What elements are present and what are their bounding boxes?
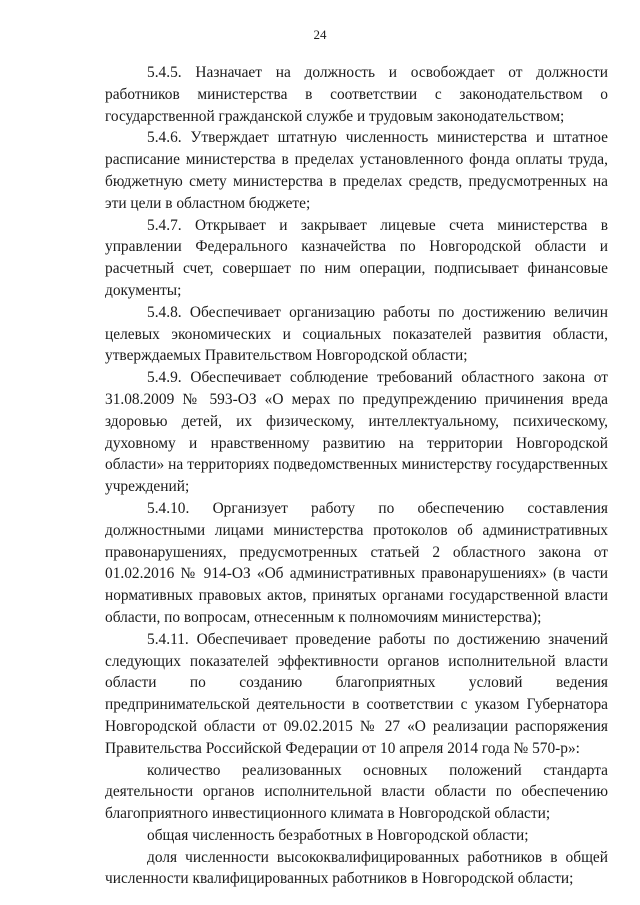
indicator-unemployed-count: общая численность безработных в Новгородской области; [147,826,529,844]
indicator-highly-qualified-share: доля численности высококвалифицированных работников в общей численности квалифицированных работников в Новгородской области; [105,848,608,888]
document-body [105,62,608,890]
paragraph-5-4-9: 5.4.9. Обеспечивает соблюдение требований областного закона от 31.08.2009 № 593-ОЗ «О мерах по предупреждению причинения вреда здоровью детей, их физическому, интеллектуальному, психическому, духовному и нравственному развитию на территории Новгородской области» на территориях подведомственных министерству государственных учреждений; [105,369,608,496]
page-number: 24 [313,27,327,42]
paragraph-5-4-7: 5.4.7. Открывает и закрывает лицевые счета министерства в управлении Федерального казначейства по Новгородской области и расчетный счет, совершает по ним операции, подписывает финансовые документы; [105,216,608,299]
paragraph-5-4-10: 5.4.10. Организует работу по обеспечению составления должностными лицами министерства протоколов об административных правонарушениях, предусмотренных статьей 2 областного закона от 01.02.2016 № 914-ОЗ «Об административных правонарушениях» (в части нормативных правовых актов, принятых органами государственной власти области, по вопросам, отнесенным к полномочиям министерства); [105,499,608,626]
paragraph-5-4-5: 5.4.5. Назначает на должность и освобождает от должности работников министерства в соответствии с законодательством о государственной гражданской службе и трудовым законодательством; [105,64,608,125]
indicator-standard-provisions: количество реализованных основных положений стандарта деятельности органов исполнительной власти области по обеспечению благоприятного инвестиционного климата в Новгородской области; [105,761,608,823]
paragraph-5-4-11: 5.4.11. Обеспечивает проведение работы по достижению значений следующих показателей эффективности органов исполнительной власти области по созданию благоприятных условий ведения предпринимательской деятельности в соответствии с указом Губернатора Новгородской области от 09.02.2015 № 27 «О реализации распоряжения Правительства Российской Федерации от 10 апреля 2014 года № 570-р»: [105,630,608,757]
paragraph-5-4-6: 5.4.6. Утверждает штатную численность министерства и штатное расписание министерства в пределах установленного фонда оплаты труда, бюджетную смету министерства в пределах средств, предусмотренных на эти цели в областном бюджете; [105,129,608,212]
paragraph-5-4-8: 5.4.8. Обеспечивает организацию работы по достижению величин целевых экономических и социальных показателей развития области, утверждаемых Правительством Новгородской области; [105,303,608,365]
